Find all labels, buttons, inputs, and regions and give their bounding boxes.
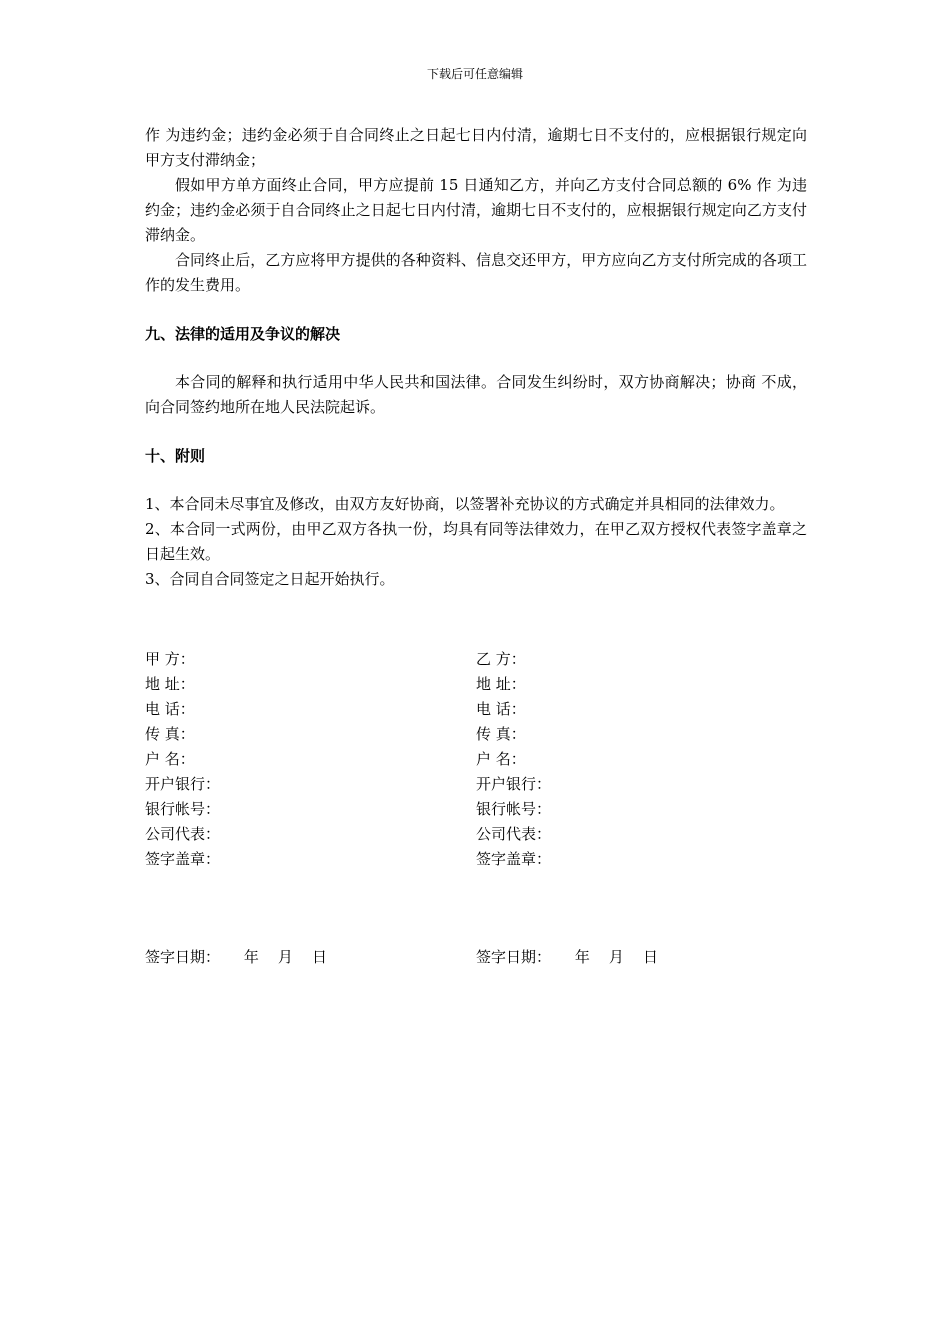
paragraph-penalty-party-a: 假如甲方单方面终止合同，甲方应提前 15 日通知乙方，并向乙方支付合同总额的 6% 作 为违约金；违约金必须于自合同终止之日起七日内付清，逾期七日不支付的，应根据银行规定向乙方支付滞纳金。 — [145, 176, 807, 244]
section-title-law: 九、法律的适用及争议的解决 — [145, 325, 341, 343]
list-item-2: 2、本合同一式两份，由甲乙双方各执一份，均具有同等法律效力，在甲乙双方授权代表签字盖章之日起生效。 — [145, 520, 807, 563]
party-b-fax-label: 传 真： — [476, 725, 526, 743]
party-a-sign-date: 签字日期： 年 月 日 — [145, 948, 327, 966]
party-b-seal-label: 签字盖章： — [476, 850, 552, 868]
signature-row — [145, 772, 807, 797]
signature-date-block — [145, 945, 807, 970]
party-b-representative-label: 公司代表： — [476, 825, 552, 843]
party-b-bank-label: 开户银行： — [476, 775, 552, 793]
signature-date-row — [145, 945, 807, 970]
party-a-bank-label: 开户银行： — [145, 775, 221, 793]
party-a-address-label: 地 址： — [145, 675, 195, 693]
signature-row — [145, 697, 807, 722]
signature-row — [145, 647, 807, 672]
party-b-name-label: 乙 方： — [476, 650, 526, 668]
party-a-account-name-label: 户 名： — [145, 750, 195, 768]
paragraph-penalty-party-b: 作 为违约金；违约金必须于自合同终止之日起七日内付清，逾期七日不支付的，应根据银行规定向甲方支付滞纳金； — [145, 126, 807, 169]
signature-block — [145, 647, 807, 872]
signature-row — [145, 722, 807, 747]
party-a-phone-label: 电 话： — [145, 700, 195, 718]
party-a-fax-label: 传 真： — [145, 725, 195, 743]
party-a-seal-label: 签字盖章： — [145, 850, 221, 868]
list-item-1: 1、本合同未尽事宜及修改，由双方友好协商，以签署补充协议的方式确定并具相同的法律效力。 — [145, 495, 785, 513]
section-title-supplementary: 十、附则 — [145, 447, 206, 465]
party-a-account-number-label: 银行帐号： — [145, 800, 221, 818]
party-a-representative-label: 公司代表： — [145, 825, 221, 843]
signature-row — [145, 797, 807, 822]
party-b-account-name-label: 户 名： — [476, 750, 526, 768]
party-b-address-label: 地 址： — [476, 675, 526, 693]
party-b-sign-date: 签字日期： 年 月 日 — [476, 948, 658, 966]
signature-row — [145, 672, 807, 697]
contract-body — [145, 123, 807, 592]
paragraph-law: 本合同的解释和执行适用中华人民共和国法律。合同发生纠纷时，双方协商解决；协商 不成，向合同签约地所在地人民法院起诉。 — [145, 373, 807, 416]
party-b-phone-label: 电 话： — [476, 700, 526, 718]
signature-row — [145, 847, 807, 872]
page-header: 下载后可任意编辑 — [426, 67, 523, 81]
party-b-account-number-label: 银行帐号： — [476, 800, 552, 818]
signature-row — [145, 822, 807, 847]
list-item-3: 3、合同自合同签定之日起开始执行。 — [145, 570, 395, 588]
signature-row — [145, 747, 807, 772]
paragraph-termination: 合同终止后，乙方应将甲方提供的各种资料、信息交还甲方，甲方应向乙方支付所完成的各项工作的发生费用。 — [145, 251, 807, 294]
party-a-name-label: 甲 方： — [145, 650, 195, 668]
